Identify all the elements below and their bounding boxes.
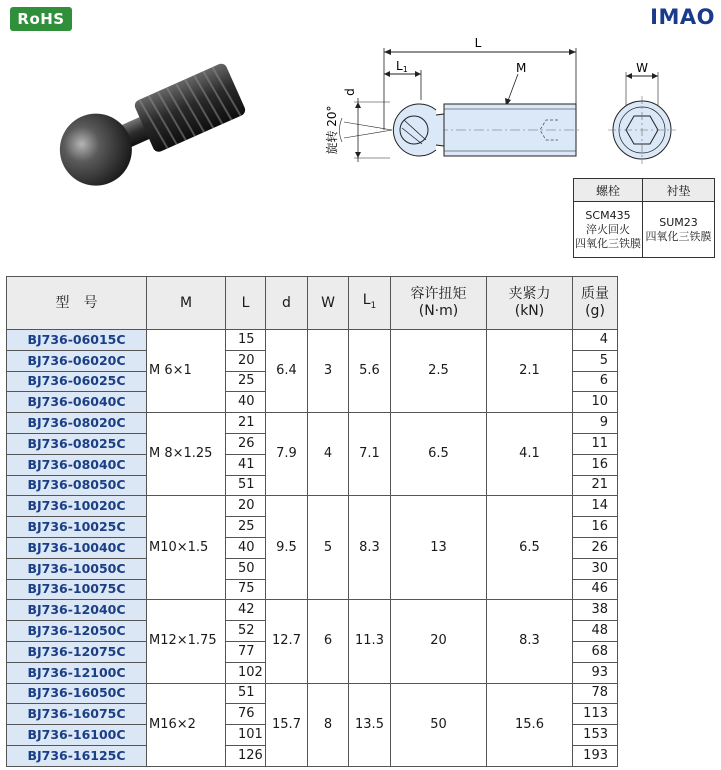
model-cell: BJ736-06040C — [7, 392, 147, 413]
header-model: 型 号 — [7, 277, 147, 330]
mass-cell: 21 — [573, 475, 618, 496]
length-cell: 42 — [226, 600, 266, 621]
l1-cell: 7.1 — [349, 413, 391, 496]
w-cell: 3 — [308, 330, 349, 413]
dim-L1-label: L1 — [396, 59, 408, 74]
length-cell: 26 — [226, 433, 266, 454]
table-row — [7, 496, 618, 517]
d-cell: 9.5 — [266, 496, 308, 600]
spec-table — [6, 276, 618, 767]
model-cell: BJ736-12040C — [7, 600, 147, 621]
model-cell: BJ736-10050C — [7, 558, 147, 579]
mass-cell: 193 — [573, 745, 618, 766]
model-cell: BJ736-16100C — [7, 725, 147, 746]
torque-cell: 2.5 — [391, 330, 487, 413]
thread-cell: M 8×1.25 — [147, 413, 226, 496]
material-header-bolt: 螺栓 — [574, 179, 643, 202]
mass-cell: 10 — [573, 392, 618, 413]
model-cell: BJ736-12075C — [7, 641, 147, 662]
length-cell: 126 — [226, 745, 266, 766]
mass-cell: 68 — [573, 641, 618, 662]
mass-cell: 113 — [573, 704, 618, 725]
model-cell: BJ736-08020C — [7, 413, 147, 434]
header-m: M — [147, 277, 226, 330]
length-cell: 102 — [226, 662, 266, 683]
w-cell: 5 — [308, 496, 349, 600]
clamp-cell: 6.5 — [487, 496, 573, 600]
model-cell: BJ736-06025C — [7, 371, 147, 392]
model-cell: BJ736-06020C — [7, 350, 147, 371]
w-cell: 6 — [308, 600, 349, 683]
length-cell: 15 — [226, 330, 266, 351]
model-cell: BJ736-16075C — [7, 704, 147, 725]
technical-drawing — [318, 30, 721, 178]
material-table — [573, 178, 715, 258]
mass-cell: 26 — [573, 537, 618, 558]
length-cell: 101 — [226, 725, 266, 746]
model-cell: BJ736-12050C — [7, 621, 147, 642]
clamp-cell: 15.6 — [487, 683, 573, 766]
l1-cell: 11.3 — [349, 600, 391, 683]
mass-cell: 46 — [573, 579, 618, 600]
material-bolt-cell: SCM435 淬火回火 四氧化三铁膜 — [574, 202, 643, 258]
length-cell: 40 — [226, 537, 266, 558]
torque-cell: 20 — [391, 600, 487, 683]
length-cell: 41 — [226, 454, 266, 475]
model-cell: BJ736-08050C — [7, 475, 147, 496]
material-header-pad: 衬垫 — [643, 179, 715, 202]
thread-cell: M 6×1 — [147, 330, 226, 413]
model-cell: BJ736-16125C — [7, 745, 147, 766]
torque-cell: 13 — [391, 496, 487, 600]
mass-cell: 9 — [573, 413, 618, 434]
imao-logo: IMAO — [650, 5, 715, 29]
thread-cell: M12×1.75 — [147, 600, 226, 683]
clamp-cell: 2.1 — [487, 330, 573, 413]
length-cell: 50 — [226, 558, 266, 579]
l1-cell: 8.3 — [349, 496, 391, 600]
model-cell: BJ736-16050C — [7, 683, 147, 704]
l1-cell: 13.5 — [349, 683, 391, 766]
length-cell: 77 — [226, 641, 266, 662]
header-l1: $L_1$ — [349, 277, 391, 330]
length-cell: 51 — [226, 683, 266, 704]
header-torque: 容许扭矩 (N·m) — [391, 277, 487, 330]
dim-L-label: L — [474, 36, 482, 50]
thread-cell: M16×2 — [147, 683, 226, 766]
model-cell: BJ736-08025C — [7, 433, 147, 454]
header-w: W — [308, 277, 349, 330]
header-d: d — [266, 277, 308, 330]
w-cell: 8 — [308, 683, 349, 766]
mass-cell: 93 — [573, 662, 618, 683]
table-row — [7, 600, 618, 621]
mass-cell: 30 — [573, 558, 618, 579]
mass-cell: 48 — [573, 621, 618, 642]
mass-cell: 16 — [573, 454, 618, 475]
mass-cell: 5 — [573, 350, 618, 371]
mass-cell: 6 — [573, 371, 618, 392]
model-cell: BJ736-12100C — [7, 662, 147, 683]
header-l: L — [226, 277, 266, 330]
torque-cell: 6.5 — [391, 413, 487, 496]
ball-plunger-photo — [28, 52, 268, 192]
d-cell: 12.7 — [266, 600, 308, 683]
table-row — [7, 683, 618, 704]
length-cell: 40 — [226, 392, 266, 413]
table-row — [7, 413, 618, 434]
rohs-logo: RoHS — [10, 7, 72, 31]
mass-cell: 14 — [573, 496, 618, 517]
length-cell: 20 — [226, 350, 266, 371]
length-cell: 20 — [226, 496, 266, 517]
rotation-label: 旋转 20° — [325, 105, 339, 155]
mass-cell: 4 — [573, 330, 618, 351]
mass-cell: 38 — [573, 600, 618, 621]
length-cell: 25 — [226, 371, 266, 392]
model-cell: BJ736-10040C — [7, 537, 147, 558]
w-cell: 4 — [308, 413, 349, 496]
model-cell: BJ736-08040C — [7, 454, 147, 475]
dim-M-label: M — [516, 61, 527, 75]
length-cell: 51 — [226, 475, 266, 496]
header-mass: 质量 (g) — [573, 277, 618, 330]
dim-W-label: W — [636, 61, 648, 75]
l1-cell: 5.6 — [349, 330, 391, 413]
d-cell: 7.9 — [266, 413, 308, 496]
model-cell: BJ736-10075C — [7, 579, 147, 600]
length-cell: 21 — [226, 413, 266, 434]
table-row — [7, 330, 618, 351]
mass-cell: 153 — [573, 725, 618, 746]
model-cell: BJ736-06015C — [7, 330, 147, 351]
length-cell: 25 — [226, 517, 266, 538]
d-cell: 6.4 — [266, 330, 308, 413]
model-cell: BJ736-10025C — [7, 517, 147, 538]
model-cell: BJ736-10020C — [7, 496, 147, 517]
torque-cell: 50 — [391, 683, 487, 766]
mass-cell: 78 — [573, 683, 618, 704]
dim-d-label: d — [343, 88, 357, 96]
thread-cell: M10×1.5 — [147, 496, 226, 600]
length-cell: 76 — [226, 704, 266, 725]
clamp-cell: 8.3 — [487, 600, 573, 683]
d-cell: 15.7 — [266, 683, 308, 766]
mass-cell: 16 — [573, 517, 618, 538]
clamp-cell: 4.1 — [487, 413, 573, 496]
header-clamp: 夹紧力 (kN) — [487, 277, 573, 330]
length-cell: 52 — [226, 621, 266, 642]
mass-cell: 11 — [573, 433, 618, 454]
material-pad-cell: SUM23 四氧化三铁膜 — [643, 202, 715, 258]
length-cell: 75 — [226, 579, 266, 600]
